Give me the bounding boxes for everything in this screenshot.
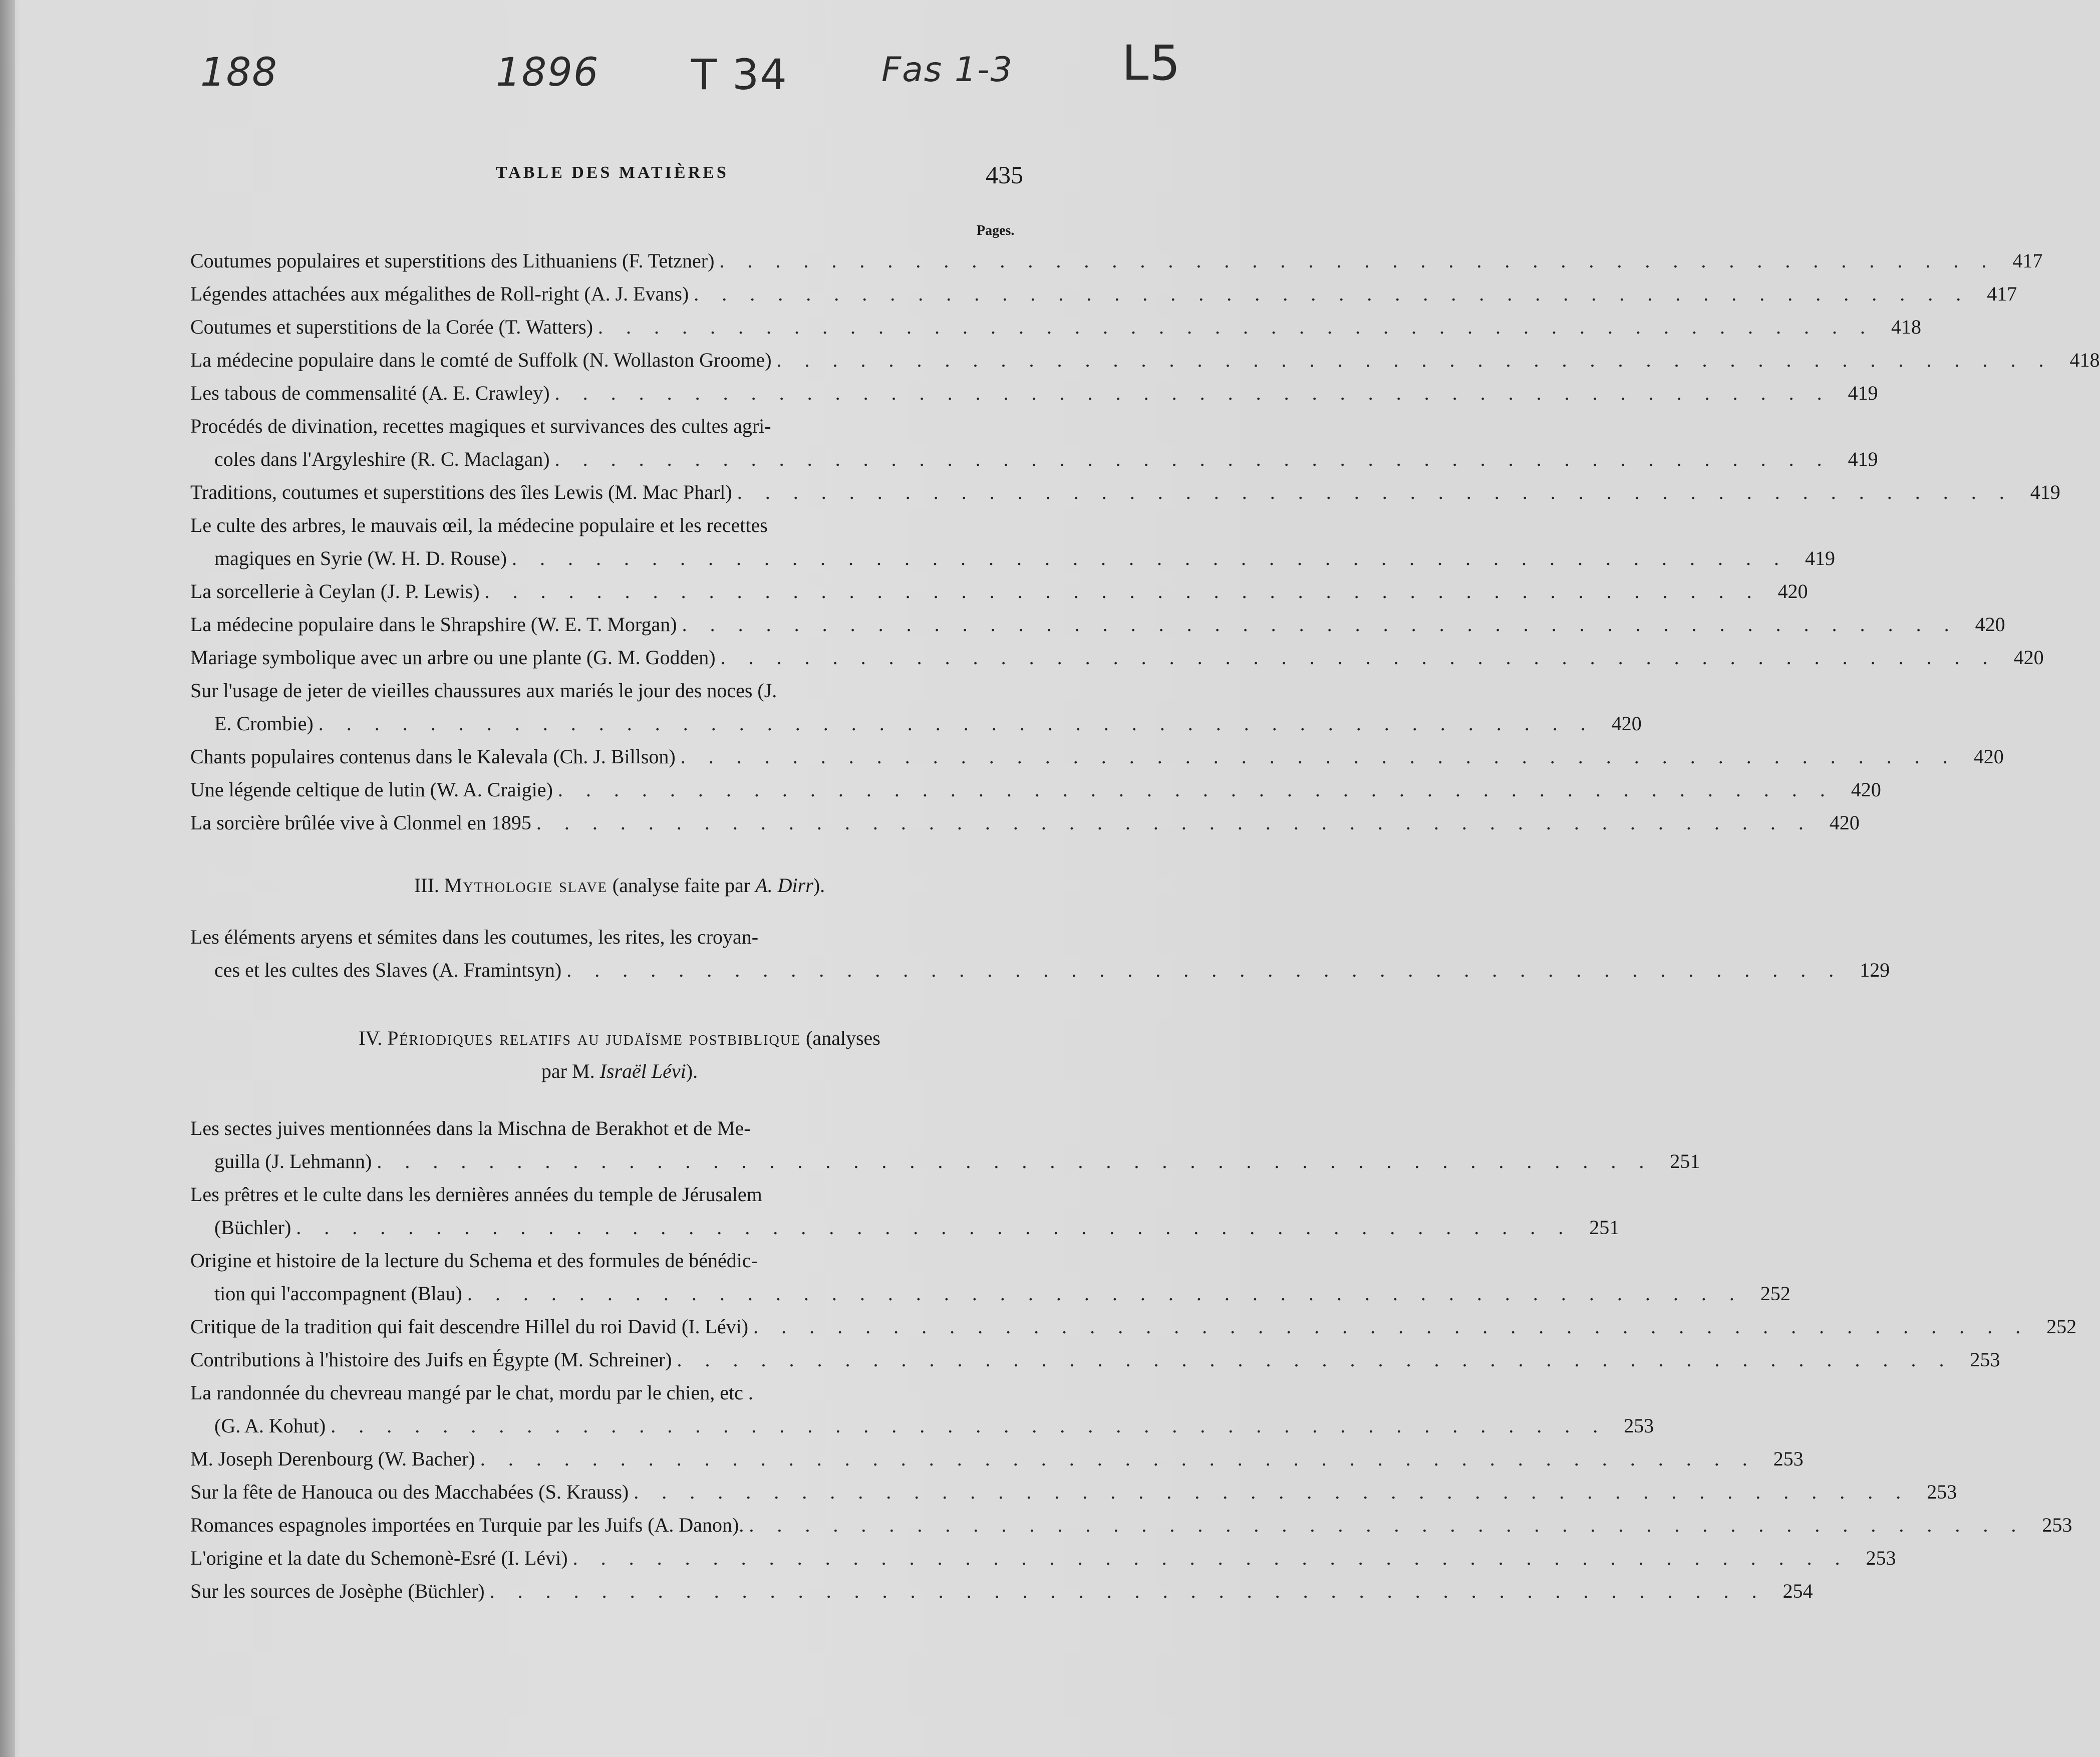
dot-leader: . . . . . . . . . . . . . . . . . . . . . . . . . . . . . . . . . . . . . . . . . . . . . . [720,646,1997,669]
toc-entry-text: La sorcière brûlée vive à Clonmel en 1895 [190,811,531,834]
section-numeral: IV. [359,1027,383,1049]
toc-entry [190,1442,1804,1476]
dot-leader: . . . . . . . . . . . . . . . . . . . . . . . . . . . . . . . . . . . . . . . . . . . . . . [694,282,1970,305]
section-credit-prefix: (analyse faite par [612,874,751,897]
toc-entry-text: Sur l'usage de jeter de vieilles chaussures aux mariés le jour des noces (J. [190,679,777,702]
toc-page-number: 251 [1670,1150,1700,1173]
toc-entry-text: Romances espagnoles importées en Turquie par les Juifs (A. Danon). [190,1514,744,1536]
toc-page-number: 418 [2069,349,2100,371]
toc-page-number: 420 [1777,580,1808,603]
dot-leader: . . . . . . . . . . . . . . . . . . . . . . . . . . . . . . . . . . . . . . . . . . . . . . [680,745,1957,768]
handwritten-note-1: 188 [200,50,278,95]
section-title: Périodiques relatifs au judaïsme postbiblique [387,1027,801,1049]
toc-page-number: 419 [1848,382,1878,404]
section-credit-suffix: ). [686,1060,698,1082]
toc-page-number: 251 [1589,1216,1620,1239]
toc-entry-text: Légendes attachées aux mégalithes de Roll-right (A. J. Evans) [190,282,689,305]
toc-page-number: 418 [1891,316,1922,338]
dot-leader: . . . . . . . . . . . . . . . . . . . . . . . . . . . . . . . . . . . . . . . . . . . . . . [753,1315,2030,1338]
toc-entry-text: ces et les cultes des Slaves (A. Framintsyn) [214,959,562,981]
toc-entry [190,344,2100,377]
page-number: 435 [986,161,1023,189]
toc-entry-text: L'origine et la date du Schemonè-Esré (I. Lévi) [190,1547,568,1569]
toc-page-number: 253 [1624,1414,1654,1437]
running-title: TABLE DES MATIÈRES [496,163,729,182]
dot-leader: . . . . . . . . . . . . . . . . . . . . . . . . . . . . . . . . . . . . . . . . . . . . . . [484,580,1761,603]
toc-page-number: 420 [1975,613,2005,636]
dot-leader: . . . . . . . . . . . . . . . . . . . . . . . . . . . . . . . . . . . . . . . . . . . . . . [554,448,1831,470]
toc-entry [190,1476,1957,1509]
toc-entry-text: Chants populaires contenus dans le Kalevala (Ch. J. Billson) [190,745,676,768]
toc-entry [190,476,2060,509]
toc-page-number: 252 [1760,1282,1790,1305]
toc-page-number: 420 [2013,646,2044,669]
toc-entry [190,608,2005,641]
toc-entry [190,1542,1896,1575]
toc-entry-text: Procédés de divination, recettes magiques et survivances des cultes agri- [190,415,771,437]
toc-page-number: 417 [2012,249,2043,272]
toc-page-number: 419 [1805,547,1835,569]
toc-page-number: 419 [2030,481,2060,503]
toc-entry [190,575,1808,608]
toc-entry-text: Les tabous de commensalité (A. E. Crawley) [190,382,550,404]
dot-leader: . . . . . . . . . . . . . . . . . . . . . . . . . . . . . . . . . . . . . . . . . . . . . . [511,547,1788,569]
dot-leader: . . . . . . . . . . . . . . . . . . . . . . . . . . . . . . . . . . . . . . . . . . . . . . [318,712,1595,735]
dot-leader: . . . . . . . . . . . . . . . . . . . . . . . . . . . . . . . . . . . . . . . . . . . . . . [598,316,1875,338]
toc-page-number: 253 [1773,1447,1804,1470]
dot-leader: . . . . . . . . . . . . . . . . . . . . . . . . . . . . . . . . . . . . . . . . . . . . . . [776,349,2053,371]
toc-page-number: 253 [1970,1348,2000,1371]
toc-entry [190,1310,2077,1343]
dot-leader: . . . . . . . . . . . . . . . . . . . . . . . . . . . . . . . . . . . . . . . . . . . . . . [634,1481,1910,1503]
toc-entry-text: Les sectes juives mentionnées dans la Mischna de Berakhot et de Me- [190,1117,751,1139]
toc-page-number: 420 [1851,778,1881,801]
dot-leader: . . . . . . . . . . . . . . . . . . . . . . . . . . . . . . . . . . . . . . . . . . . . . . [480,1447,1756,1470]
toc-page-number: 252 [2046,1315,2077,1338]
toc-entry-text: Le culte des arbres, le mauvais œil, la médecine populaire et les recettes [190,514,768,536]
toc-page-number: 420 [1973,745,2004,768]
toc-entry-text: La médecine populaire dans le comté de Suffolk (N. Wollaston Groome) [190,349,772,371]
section-numeral: III. [414,874,439,897]
dot-leader: . . . . . . . . . . . . . . . . . . . . . . . . . . . . . . . . . . . . . . . . . . . . . . [554,382,1831,404]
toc-entry-text: Les prêtres et le culte dans les dernières années du temple de Jérusalem [190,1183,762,1206]
pages-column-label: Pages. [977,223,1015,238]
handwritten-note-5: L5 [1122,35,1181,91]
toc-entry-text: Coutumes et superstitions de la Corée (T. Watters) [190,316,593,338]
toc-entry [190,410,1878,476]
toc-entry [190,277,2017,311]
toc-entry [190,641,2044,674]
toc-entry-text: Traditions, coutumes et superstitions des îles Lewis (M. Mac Pharl) [190,481,732,503]
toc-entry-text: Contributions à l'histoire des Juifs en Égypte (M. Schreiner) [190,1348,672,1371]
dot-leader: . . . . . . . . . . . . . . . . . . . . . . . . . . . . . . . . . . . . . . . . . . . . . . [677,1348,1953,1371]
toc-entry-text: Critique de la tradition qui fait descendre Hillel du roi David (I. Lévi) [190,1315,749,1338]
toc-page-number: 253 [1927,1481,1957,1503]
section-credit-name: A. Dirr [755,874,813,897]
toc-page-number: 417 [1987,282,2017,305]
toc-entry [190,773,1881,806]
dot-leader: . . . . . . . . . . . . . . . . . . . . . . . . . . . . . . . . . . . . . . . . . . . . . . [489,1580,1766,1602]
section-credit-line2: par M. [541,1060,595,1082]
toc-entry-text: La randonnée du chevreau mangé par le chat, mordu par le chien, etc . [190,1381,753,1404]
toc-entry [190,1244,1790,1310]
toc-page-number: 420 [1611,712,1642,735]
toc-entry-text: Sur les sources de Josèphe (Büchler) [190,1580,485,1602]
toc-entry [190,244,2043,277]
toc-entry-text: tion qui l'accompagnent (Blau) [214,1282,462,1305]
toc-entry [190,1376,1654,1442]
toc-entry-text: Les éléments aryens et sémites dans les coutumes, les rites, les croyan- [190,926,759,948]
toc-page-number: 253 [2042,1514,2072,1536]
toc-entry-text: Origine et histoire de la lecture du Schema et des formules de bénédic- [190,1249,758,1272]
toc-entry [190,509,1835,575]
toc-page-number: 254 [1782,1580,1813,1602]
dot-leader: . . . . . . . . . . . . . . . . . . . . . . . . . . . . . . . . . . . . . . . . . . . . . . [536,811,1813,834]
dot-leader: . . . . . . . . . . . . . . . . . . . . . . . . . . . . . . . . . . . . . . . . . . . . . . [557,778,1834,801]
dot-leader: . . . . . . . . . . . . . . . . . . . . . . . . . . . . . . . . . . . . . . . . . . . . . . [467,1282,1743,1305]
dot-leader: . . . . . . . . . . . . . . . . . . . . . . . . . . . . . . . . . . . . . . . . . . . . . . [377,1150,1653,1173]
toc-entry [190,921,1890,987]
section-heading-mythologie-slave [0,869,1239,902]
section-credit-prefix: (analyses [806,1027,880,1049]
toc-page-number: 253 [1866,1547,1896,1569]
toc-entry [190,806,1860,839]
dot-leader: . . . . . . . . . . . . . . . . . . . . . . . . . . . . . . . . . . . . . . . . . . . . . . [331,1414,1607,1437]
toc-entry-text: Mariage symbolique avec un arbre ou une plante (G. M. Godden) [190,646,716,669]
toc-entry-text: magiques en Syrie (W. H. D. Rouse) [214,547,507,569]
section-credit-suffix: ). [813,874,825,897]
toc-entry [190,674,1642,740]
toc-entry [190,1575,1813,1608]
toc-page-number: 420 [1829,811,1860,834]
handwritten-note-3: T 34 [691,50,788,99]
toc-entry-text: guilla (J. Lehmann) [214,1150,372,1173]
toc-entry [190,1112,1700,1178]
toc-entry [190,377,1878,410]
toc-entry-text: Coutumes populaires et superstitions des Lithuaniens (F. Tetzner) [190,249,715,272]
toc-entry [190,1343,2000,1376]
toc-page-number: 129 [1860,959,1890,981]
section-credit-name: Israël Lévi [599,1060,686,1082]
toc-entry-text: (Büchler) [214,1216,291,1239]
toc-entry-text: (G. A. Kohut) [214,1414,326,1437]
handwritten-note-4: Fas 1-3 [881,50,1013,90]
section-title: Mythologie slave [444,874,608,897]
dot-leader: . . . . . . . . . . . . . . . . . . . . . . . . . . . . . . . . . . . . . . . . . . . . . . [719,249,1996,272]
dot-leader: . . . . . . . . . . . . . . . . . . . . . . . . . . . . . . . . . . . . . . . . . . . . . . [749,1514,2025,1536]
dot-leader: . . . . . . . . . . . . . . . . . . . . . . . . . . . . . . . . . . . . . . . . . . . . . . [572,1547,1849,1569]
toc-entry [190,1509,2072,1542]
dot-leader: . . . . . . . . . . . . . . . . . . . . . . . . . . . . . . . . . . . . . . . . . . . . . . [566,959,1843,981]
toc-entry [190,740,2004,773]
toc-entry-text: La sorcellerie à Ceylan (J. P. Lewis) [190,580,480,603]
dot-leader: . . . . . . . . . . . . . . . . . . . . . . . . . . . . . . . . . . . . . . . . . . . . . . [682,613,1958,636]
toc-entry-text: Une légende celtique de lutin (W. A. Craigie) [190,778,553,801]
section-heading-periodiques [0,1022,1239,1088]
dot-leader: . . . . . . . . . . . . . . . . . . . . . . . . . . . . . . . . . . . . . . . . . . . . . . [737,481,2013,503]
toc-page-number: 419 [1848,448,1878,470]
handwritten-note-2: 1896 [496,50,599,95]
toc-entry-text: coles dans l'Argyleshire (R. C. Maclagan) [214,448,550,470]
toc-entry-text: M. Joseph Derenbourg (W. Bacher) [190,1447,475,1470]
toc-entry [190,311,1922,344]
toc-entry [190,1178,1620,1244]
dot-leader: . . . . . . . . . . . . . . . . . . . . . . . . . . . . . . . . . . . . . . . . . . . . . . [296,1216,1573,1239]
toc-entry-text: La médecine populaire dans le Shrapshire (W. E. T. Morgan) [190,613,677,636]
toc-entry-text: E. Crombie) [214,712,314,735]
toc-entry-text: Sur la fête de Hanouca ou des Macchabées (S. Krauss) [190,1481,629,1503]
